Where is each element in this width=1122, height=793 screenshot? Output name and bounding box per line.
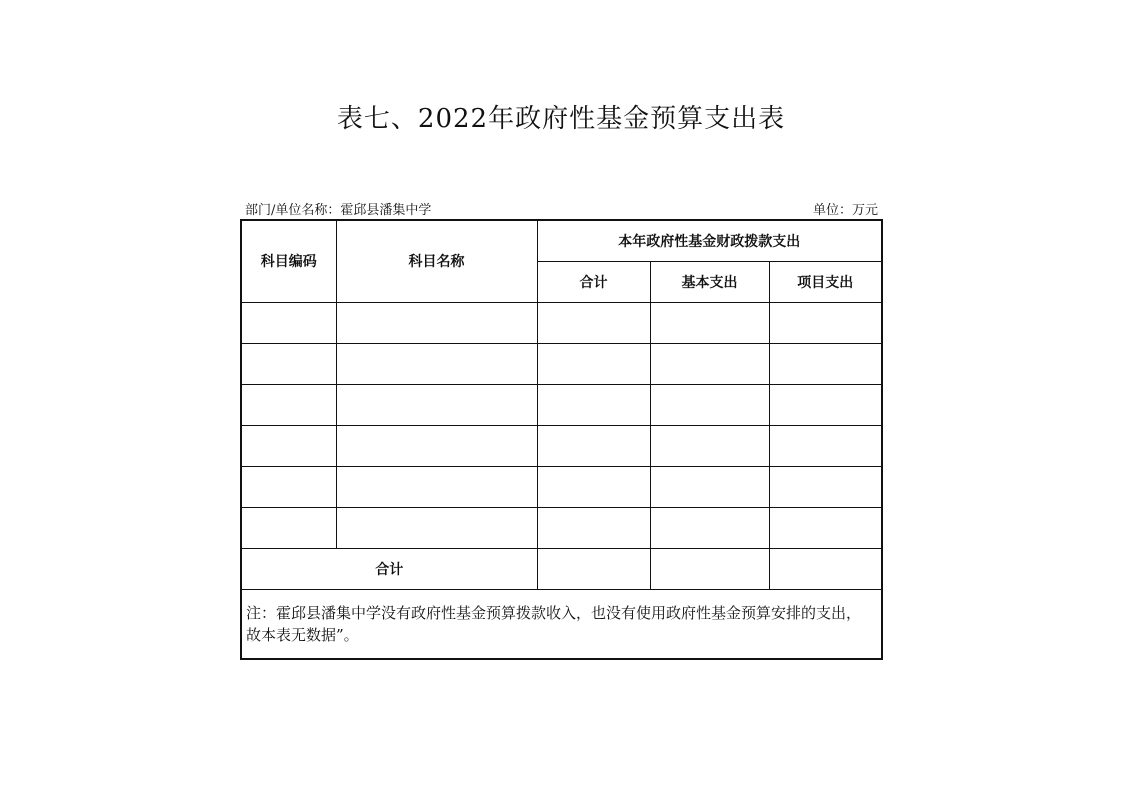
header-subject-name: 科目名称 [336, 220, 537, 302]
table-cell [537, 466, 650, 507]
table-cell [769, 343, 882, 384]
table-row [241, 425, 882, 466]
total-label: 合计 [241, 548, 537, 589]
table-cell [650, 384, 769, 425]
table-cell [650, 343, 769, 384]
total-cell [537, 548, 650, 589]
table-cell [241, 466, 336, 507]
table-cell [241, 507, 336, 548]
table-cell [336, 507, 537, 548]
table-cell [241, 343, 336, 384]
unit-name-label: 部门/单位名称：霍邱县潘集中学 [245, 203, 432, 218]
table-row [241, 384, 882, 425]
header-group-fund-expenditure: 本年政府性基金财政拨款支出 [537, 220, 882, 261]
table-cell [650, 302, 769, 343]
unit-label: 单位：万元 [812, 203, 878, 218]
table-row [241, 302, 882, 343]
table-cell [537, 425, 650, 466]
table-total-row [241, 548, 882, 589]
table-cell [537, 302, 650, 343]
page-title: 表七、2022年政府性基金预算支出表 [336, 104, 786, 134]
table-row [241, 343, 882, 384]
table-note-row [241, 589, 882, 659]
header-basic-expenditure: 基本支出 [650, 261, 769, 302]
header-project-expenditure: 项目支出 [769, 261, 882, 302]
table-cell [336, 425, 537, 466]
table-cell [241, 302, 336, 343]
header-subject-code: 科目编码 [241, 220, 336, 302]
table-cell [537, 384, 650, 425]
table-cell [537, 507, 650, 548]
table-cell [769, 466, 882, 507]
table-row [241, 466, 882, 507]
table-cell [650, 507, 769, 548]
table-cell [769, 384, 882, 425]
table-cell [241, 425, 336, 466]
total-cell [650, 548, 769, 589]
total-cell [769, 548, 882, 589]
table-cell [769, 507, 882, 548]
table-cell [336, 384, 537, 425]
table-cell [650, 466, 769, 507]
table-cell [769, 302, 882, 343]
table-cell [241, 384, 336, 425]
budget-table [240, 219, 883, 660]
table-cell [769, 425, 882, 466]
table-row [241, 507, 882, 548]
table-cell [336, 302, 537, 343]
table-note: 注：霍邱县潘集中学没有政府性基金预算拨款收入，也没有使用政府性基金预算安排的支出，故本表无数据”。 [241, 589, 882, 659]
header-total: 合计 [537, 261, 650, 302]
table-cell [537, 343, 650, 384]
table-cell [336, 466, 537, 507]
table-cell [650, 425, 769, 466]
table-cell [336, 343, 537, 384]
table-header-row-1 [241, 220, 882, 261]
